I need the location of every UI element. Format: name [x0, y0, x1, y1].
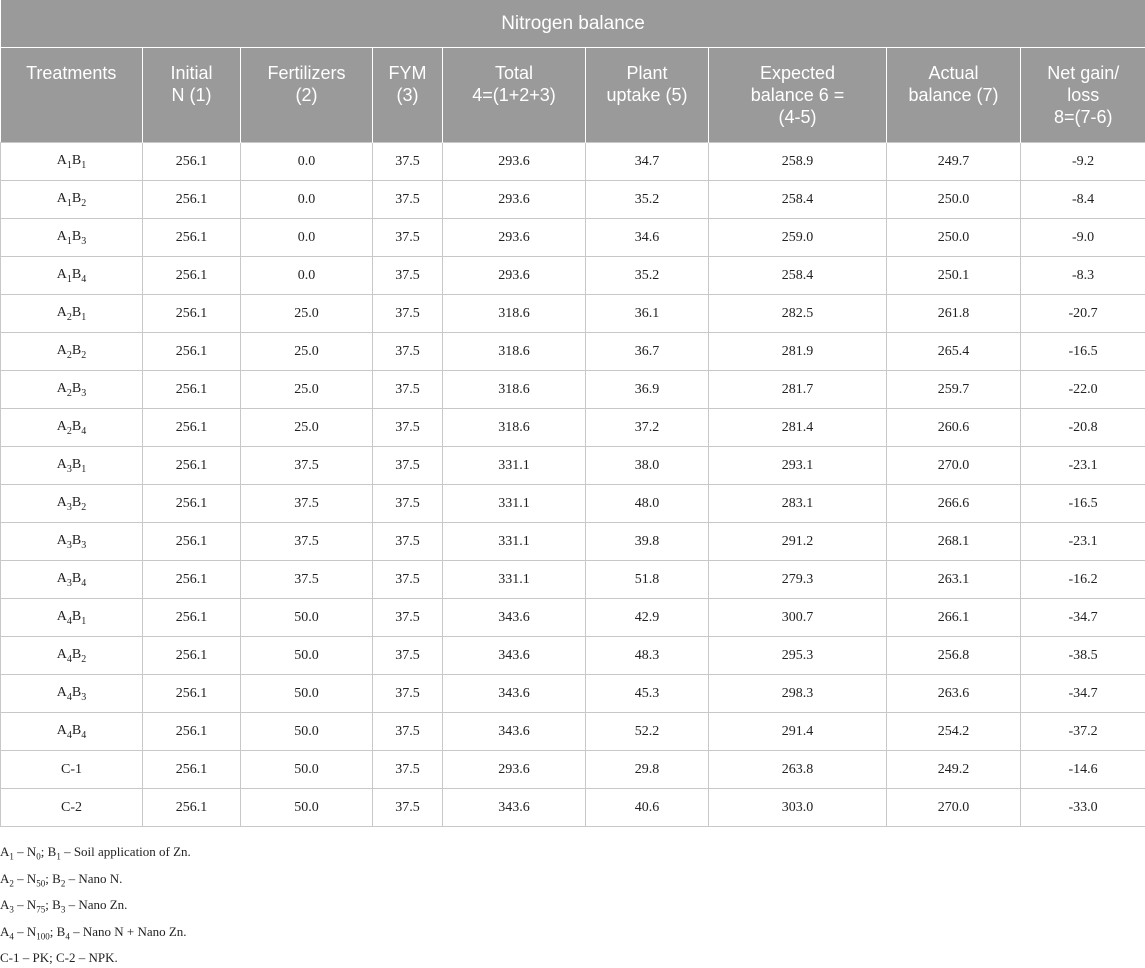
value-cell: 25.0	[241, 371, 373, 409]
value-cell: 343.6	[443, 637, 586, 675]
value-cell: 37.5	[373, 143, 443, 181]
value-cell: 293.6	[443, 181, 586, 219]
value-cell: 50.0	[241, 789, 373, 827]
treatment-cell	[1, 561, 143, 599]
value-cell: 37.5	[241, 485, 373, 523]
value-cell: 50.0	[241, 675, 373, 713]
value-cell: 298.3	[709, 675, 887, 713]
value-cell: -14.6	[1021, 751, 1145, 789]
subscript-text: 75	[36, 905, 45, 915]
subscript-text: 4	[81, 729, 86, 740]
value-cell: 50.0	[241, 751, 373, 789]
value-cell: 48.3	[586, 637, 709, 675]
text-part: – N	[14, 844, 36, 859]
table-row	[1, 713, 1145, 751]
footnote-line	[0, 868, 191, 895]
value-cell: 50.0	[241, 713, 373, 751]
column-header: Initial N (1)	[143, 48, 241, 143]
subscript-text: 2	[81, 349, 86, 360]
value-cell: 52.2	[586, 713, 709, 751]
treatment-cell	[1, 789, 143, 827]
value-cell: 34.6	[586, 219, 709, 257]
value-cell: -16.5	[1021, 485, 1145, 523]
text-part: ; B	[45, 897, 61, 912]
value-cell: 37.5	[373, 675, 443, 713]
text-part: A	[0, 924, 9, 939]
value-cell: 331.1	[443, 561, 586, 599]
value-cell: 254.2	[887, 713, 1021, 751]
column-header: Net gain/ loss 8=(7-6)	[1021, 48, 1145, 143]
text-part: B	[72, 609, 81, 624]
value-cell: 303.0	[709, 789, 887, 827]
value-cell: 37.5	[373, 295, 443, 333]
value-cell: 283.1	[709, 485, 887, 523]
value-cell: 37.5	[373, 751, 443, 789]
column-header: Total 4=(1+2+3)	[443, 48, 586, 143]
text-part: B	[72, 153, 81, 168]
value-cell: 37.5	[373, 561, 443, 599]
text-part: ; B	[41, 844, 57, 859]
treatment-cell	[1, 523, 143, 561]
value-cell: 260.6	[887, 409, 1021, 447]
treatment-cell	[1, 371, 143, 409]
table-body	[1, 143, 1145, 827]
value-cell: 300.7	[709, 599, 887, 637]
value-cell: -37.2	[1021, 713, 1145, 751]
text-part: ; B	[50, 924, 66, 939]
table-row	[1, 409, 1145, 447]
value-cell: 293.6	[443, 257, 586, 295]
column-header: FYM (3)	[373, 48, 443, 143]
column-header: Fertilizers (2)	[241, 48, 373, 143]
value-cell: -16.5	[1021, 333, 1145, 371]
value-cell: 256.1	[143, 447, 241, 485]
text-part: A	[57, 305, 67, 320]
value-cell: 256.1	[143, 257, 241, 295]
value-cell: 37.5	[241, 523, 373, 561]
treatment-cell	[1, 447, 143, 485]
table-row	[1, 447, 1145, 485]
value-cell: 318.6	[443, 371, 586, 409]
text-part: – N	[14, 897, 36, 912]
text-part: A	[57, 457, 67, 472]
subscript-text: 3	[81, 539, 86, 550]
value-cell: 38.0	[586, 447, 709, 485]
value-cell: 293.6	[443, 219, 586, 257]
value-cell: 37.5	[373, 485, 443, 523]
subscript-text: 2	[81, 501, 86, 512]
subscript-text: 100	[36, 931, 50, 941]
value-cell: 37.5	[241, 447, 373, 485]
value-cell: 258.4	[709, 257, 887, 295]
subscript-text: 2	[67, 387, 72, 398]
value-cell: 331.1	[443, 447, 586, 485]
value-cell: 50.0	[241, 637, 373, 675]
value-cell: 281.4	[709, 409, 887, 447]
table-footnotes	[0, 841, 191, 968]
value-cell: 37.5	[373, 181, 443, 219]
value-cell: 37.5	[373, 523, 443, 561]
value-cell: -20.7	[1021, 295, 1145, 333]
treatment-cell	[1, 333, 143, 371]
text-part: C-1 – PK; C-2 – NPK.	[0, 950, 118, 965]
text-part: A	[0, 897, 9, 912]
value-cell: 25.0	[241, 295, 373, 333]
value-cell: 51.8	[586, 561, 709, 599]
table-row	[1, 675, 1145, 713]
subscript-text: 1	[81, 463, 86, 474]
value-cell: 256.1	[143, 561, 241, 599]
treatment-cell	[1, 295, 143, 333]
value-cell: 266.1	[887, 599, 1021, 637]
text-part: – Nano N.	[65, 871, 122, 886]
subscript-text: 1	[9, 852, 14, 862]
value-cell: -20.8	[1021, 409, 1145, 447]
text-part: B	[72, 571, 81, 586]
value-cell: 35.2	[586, 257, 709, 295]
value-cell: 250.0	[887, 181, 1021, 219]
table-row	[1, 295, 1145, 333]
value-cell: 37.5	[373, 637, 443, 675]
value-cell: 318.6	[443, 333, 586, 371]
treatment-cell	[1, 751, 143, 789]
text-part: B	[72, 723, 81, 738]
value-cell: 295.3	[709, 637, 887, 675]
value-cell: 50.0	[241, 599, 373, 637]
value-cell: 293.6	[443, 143, 586, 181]
value-cell: 42.9	[586, 599, 709, 637]
table-row	[1, 789, 1145, 827]
value-cell: 256.1	[143, 371, 241, 409]
treatment-cell	[1, 181, 143, 219]
treatment-cell	[1, 257, 143, 295]
subscript-text: 4	[67, 653, 72, 664]
text-part: – N	[14, 871, 36, 886]
footnote-line	[0, 947, 191, 968]
value-cell: 256.1	[143, 219, 241, 257]
treatment-cell	[1, 143, 143, 181]
subscript-text: 3	[81, 387, 86, 398]
value-cell: 37.5	[373, 257, 443, 295]
value-cell: 37.5	[373, 409, 443, 447]
value-cell: 343.6	[443, 789, 586, 827]
value-cell: 249.2	[887, 751, 1021, 789]
column-header: Actual balance (7)	[887, 48, 1021, 143]
text-part: C-1	[61, 762, 82, 777]
footnote-line	[0, 921, 191, 948]
subscript-text: 3	[61, 905, 66, 915]
treatment-cell	[1, 675, 143, 713]
value-cell: 36.1	[586, 295, 709, 333]
text-part: A	[57, 495, 67, 510]
value-cell: -22.0	[1021, 371, 1145, 409]
value-cell: 37.5	[373, 219, 443, 257]
value-cell: 37.5	[373, 713, 443, 751]
column-header: Expected balance 6 = (4-5)	[709, 48, 887, 143]
treatment-cell	[1, 713, 143, 751]
subscript-text: 2	[67, 425, 72, 436]
value-cell: -9.2	[1021, 143, 1145, 181]
table-row	[1, 599, 1145, 637]
subscript-text: 4	[67, 691, 72, 702]
value-cell: 343.6	[443, 599, 586, 637]
value-cell: 263.1	[887, 561, 1021, 599]
value-cell: 281.7	[709, 371, 887, 409]
value-cell: 0.0	[241, 257, 373, 295]
subscript-text: 3	[67, 577, 72, 588]
subscript-text: 1	[56, 852, 61, 862]
text-part: C-2	[61, 800, 82, 815]
table-row	[1, 561, 1145, 599]
text-part: B	[72, 685, 81, 700]
value-cell: 48.0	[586, 485, 709, 523]
subscript-text: 4	[81, 577, 86, 588]
value-cell: 256.1	[143, 143, 241, 181]
value-cell: 250.0	[887, 219, 1021, 257]
value-cell: 263.6	[887, 675, 1021, 713]
table-row	[1, 181, 1145, 219]
value-cell: 256.1	[143, 713, 241, 751]
subscript-text: 4	[65, 931, 70, 941]
value-cell: 256.1	[143, 485, 241, 523]
subscript-text: 2	[81, 197, 86, 208]
text-part: A	[57, 153, 67, 168]
value-cell: 258.9	[709, 143, 887, 181]
value-cell: 256.1	[143, 599, 241, 637]
text-part: – Nano N + Nano Zn.	[70, 924, 187, 939]
text-part: A	[57, 343, 67, 358]
value-cell: 36.7	[586, 333, 709, 371]
treatment-cell	[1, 219, 143, 257]
value-cell: -23.1	[1021, 447, 1145, 485]
subscript-text: 2	[67, 349, 72, 360]
value-cell: -33.0	[1021, 789, 1145, 827]
value-cell: 259.7	[887, 371, 1021, 409]
subscript-text: 1	[67, 159, 72, 170]
text-part: A	[57, 381, 67, 396]
subscript-text: 4	[81, 425, 86, 436]
value-cell: -38.5	[1021, 637, 1145, 675]
subscript-text: 1	[81, 159, 86, 170]
value-cell: 318.6	[443, 295, 586, 333]
value-cell: 256.1	[143, 675, 241, 713]
text-part: A	[57, 723, 67, 738]
subscript-text: 2	[81, 653, 86, 664]
subscript-text: 4	[67, 615, 72, 626]
column-header: Plant uptake (5)	[586, 48, 709, 143]
value-cell: 291.4	[709, 713, 887, 751]
text-part: B	[72, 267, 81, 282]
text-part: B	[72, 533, 81, 548]
value-cell: 343.6	[443, 675, 586, 713]
text-part: – Soil application of Zn.	[61, 844, 191, 859]
value-cell: 25.0	[241, 333, 373, 371]
value-cell: 256.1	[143, 751, 241, 789]
subscript-text: 1	[67, 235, 72, 246]
value-cell: 256.1	[143, 523, 241, 561]
value-cell: 37.5	[373, 789, 443, 827]
value-cell: 37.5	[373, 333, 443, 371]
subscript-text: 50	[36, 878, 45, 888]
value-cell: 250.1	[887, 257, 1021, 295]
text-part: ; B	[45, 871, 61, 886]
subscript-text: 3	[9, 905, 14, 915]
value-cell: 265.4	[887, 333, 1021, 371]
value-cell: 0.0	[241, 219, 373, 257]
treatment-cell	[1, 409, 143, 447]
subscript-text: 1	[67, 273, 72, 284]
subscript-text: 1	[81, 311, 86, 322]
treatment-cell	[1, 599, 143, 637]
subscript-text: 3	[67, 501, 72, 512]
text-part: A	[57, 647, 67, 662]
text-part: B	[72, 305, 81, 320]
text-part: B	[72, 229, 81, 244]
value-cell: 256.1	[143, 295, 241, 333]
subscript-text: 3	[67, 539, 72, 550]
text-part: A	[57, 533, 67, 548]
value-cell: -34.7	[1021, 675, 1145, 713]
text-part: B	[72, 343, 81, 358]
subscript-text: 0	[36, 852, 41, 862]
value-cell: 37.5	[373, 599, 443, 637]
column-header: Treatments	[1, 48, 143, 143]
value-cell: 249.7	[887, 143, 1021, 181]
text-part: A	[57, 267, 67, 282]
value-cell: 279.3	[709, 561, 887, 599]
value-cell: 263.8	[709, 751, 887, 789]
subscript-text: 3	[67, 463, 72, 474]
text-part: – Nano Zn.	[65, 897, 127, 912]
subscript-text: 4	[81, 273, 86, 284]
value-cell: 256.1	[143, 409, 241, 447]
text-part: A	[57, 229, 67, 244]
value-cell: -23.1	[1021, 523, 1145, 561]
value-cell: 261.8	[887, 295, 1021, 333]
value-cell: 45.3	[586, 675, 709, 713]
table-row	[1, 219, 1145, 257]
text-part: – N	[14, 924, 36, 939]
value-cell: 34.7	[586, 143, 709, 181]
value-cell: 256.1	[143, 789, 241, 827]
subscript-text: 1	[67, 197, 72, 208]
subscript-text: 4	[9, 931, 14, 941]
value-cell: 281.9	[709, 333, 887, 371]
value-cell: 268.1	[887, 523, 1021, 561]
value-cell: 25.0	[241, 409, 373, 447]
value-cell: 29.8	[586, 751, 709, 789]
value-cell: -16.2	[1021, 561, 1145, 599]
value-cell: 256.1	[143, 333, 241, 371]
table-title: Nitrogen balance	[1, 0, 1145, 48]
text-part: A	[57, 419, 67, 434]
treatment-cell	[1, 485, 143, 523]
table-row	[1, 485, 1145, 523]
table-row	[1, 257, 1145, 295]
table-row	[1, 371, 1145, 409]
value-cell: 270.0	[887, 789, 1021, 827]
value-cell: -9.0	[1021, 219, 1145, 257]
value-cell: 256.1	[143, 181, 241, 219]
table-row	[1, 523, 1145, 561]
subscript-text: 2	[67, 311, 72, 322]
value-cell: -8.4	[1021, 181, 1145, 219]
table-row	[1, 333, 1145, 371]
text-part: B	[72, 457, 81, 472]
value-cell: 39.8	[586, 523, 709, 561]
table-row	[1, 637, 1145, 675]
value-cell: 259.0	[709, 219, 887, 257]
value-cell: 331.1	[443, 485, 586, 523]
text-part: B	[72, 191, 81, 206]
subscript-text: 1	[81, 615, 86, 626]
value-cell: 37.5	[373, 447, 443, 485]
table-row	[1, 751, 1145, 789]
value-cell: 343.6	[443, 713, 586, 751]
text-part: B	[72, 647, 81, 662]
value-cell: 0.0	[241, 143, 373, 181]
text-part: A	[0, 844, 9, 859]
text-part: B	[72, 381, 81, 396]
value-cell: -34.7	[1021, 599, 1145, 637]
subscript-text: 3	[81, 691, 86, 702]
value-cell: 270.0	[887, 447, 1021, 485]
value-cell: 331.1	[443, 523, 586, 561]
subscript-text: 4	[67, 729, 72, 740]
text-part: A	[57, 685, 67, 700]
text-part: A	[0, 871, 9, 886]
value-cell: 291.2	[709, 523, 887, 561]
value-cell: 266.6	[887, 485, 1021, 523]
value-cell: 258.4	[709, 181, 887, 219]
subscript-text: 2	[9, 878, 14, 888]
text-part: B	[72, 495, 81, 510]
value-cell: 37.2	[586, 409, 709, 447]
text-part: B	[72, 419, 81, 434]
footnote-line	[0, 894, 191, 921]
table-header-row	[1, 48, 1145, 143]
value-cell: 0.0	[241, 181, 373, 219]
value-cell: 256.8	[887, 637, 1021, 675]
footnote-line	[0, 841, 191, 868]
value-cell: 293.1	[709, 447, 887, 485]
value-cell: 36.9	[586, 371, 709, 409]
value-cell: 318.6	[443, 409, 586, 447]
value-cell: 37.5	[241, 561, 373, 599]
value-cell: 293.6	[443, 751, 586, 789]
value-cell: 40.6	[586, 789, 709, 827]
value-cell: 282.5	[709, 295, 887, 333]
text-part: A	[57, 191, 67, 206]
text-part: A	[57, 609, 67, 624]
treatment-cell	[1, 637, 143, 675]
subscript-text: 2	[61, 878, 66, 888]
value-cell: 35.2	[586, 181, 709, 219]
subscript-text: 3	[81, 235, 86, 246]
value-cell: -8.3	[1021, 257, 1145, 295]
value-cell: 37.5	[373, 371, 443, 409]
table-row	[1, 143, 1145, 181]
text-part: A	[57, 571, 67, 586]
value-cell: 256.1	[143, 637, 241, 675]
